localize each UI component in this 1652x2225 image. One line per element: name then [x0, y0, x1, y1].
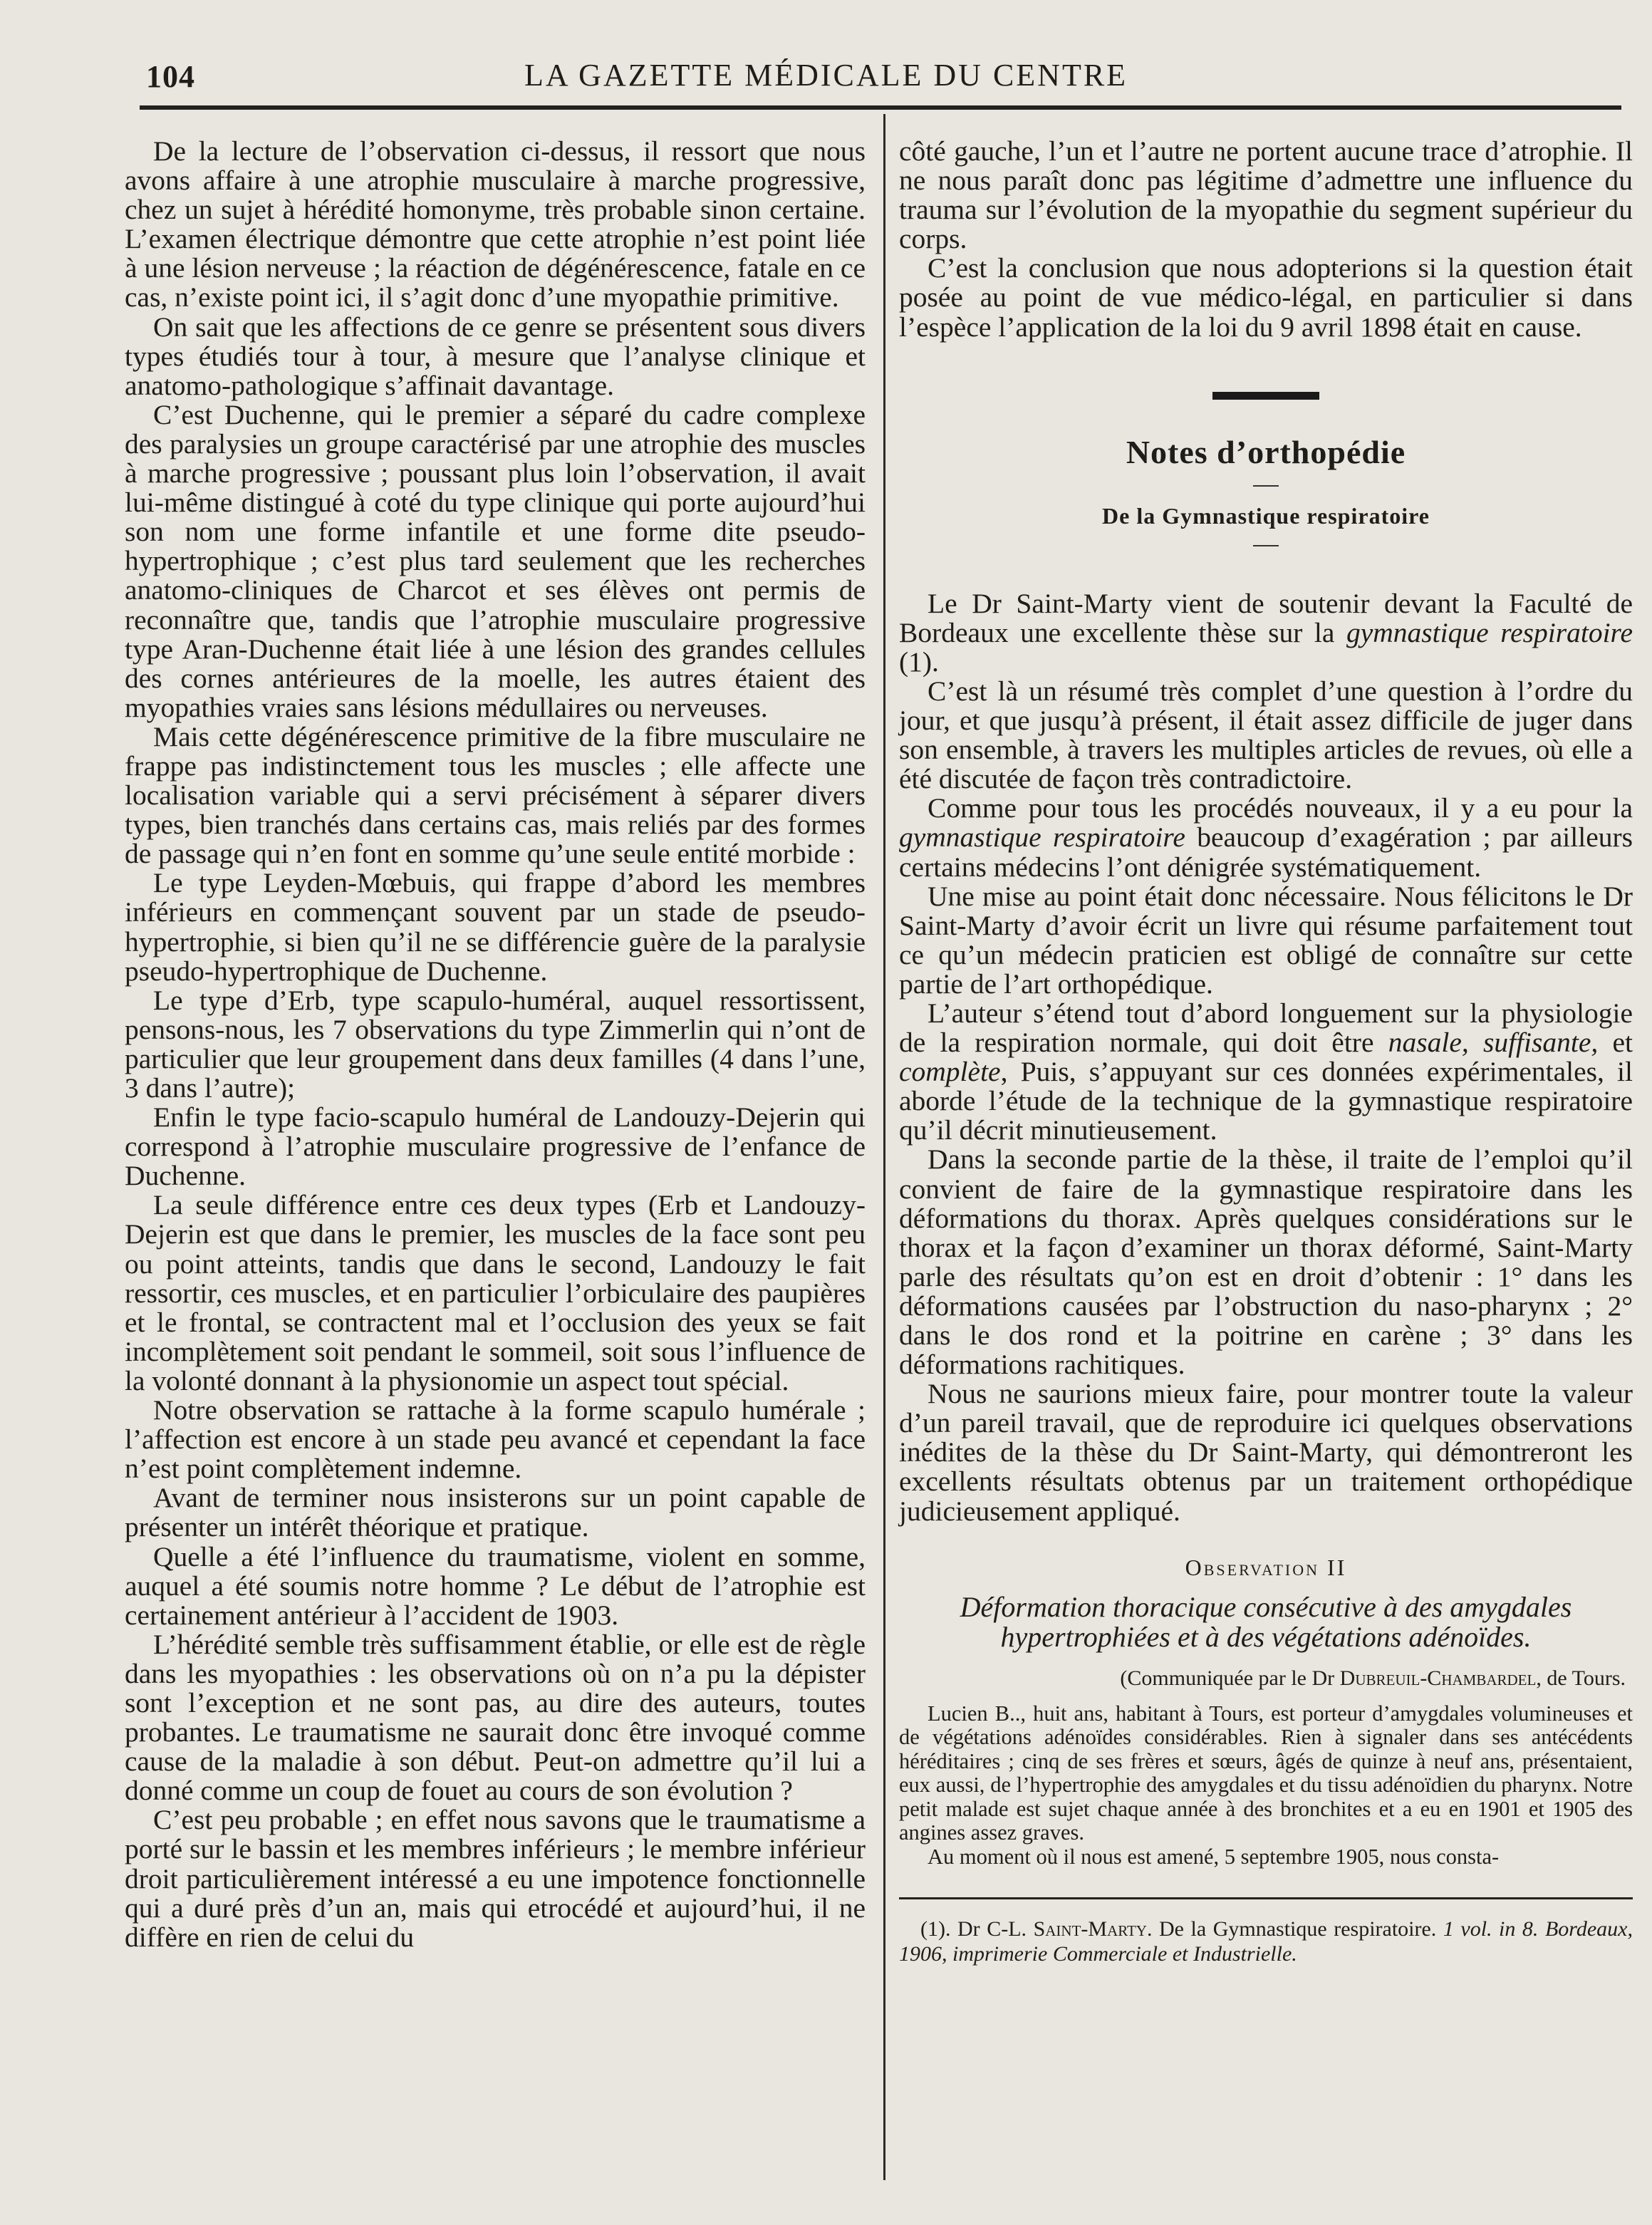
- right-paragraph: Nous ne saurions mieux faire, pour montrer toute la valeur d’un pareil travail, que de reproduire ici quelques observations inédites de la thèse du Dr Saint-Marty, qui démontreront les excellents résultats obtenus par un traitement orthopédique judicieusement appliqué.: [899, 1378, 1633, 1527]
- left-paragraph: L’hérédité semble très suffisamment établie, or elle est de règle dans les myopathies : les observations où on n’a pu la dépister sont l’exception et ne sont pas, au dire des auteurs, toutes probantes. Le traumatisme ne saurait donc être invoqué comme cause de la maladie à son début. Peut-on admettre qu’il lui a donné comme un coup de fouet au cours de son évolution ?: [125, 1628, 866, 1807]
- right-paragraph: Le Dr Saint-Marty vient de soutenir devant la Faculté de Bordeaux une excellente thèse sur la gymnastique respiratoire (1).: [899, 587, 1633, 678]
- right-paragraph: Une mise au point était donc nécessaire. Nous félicitons le Dr Saint-Marty d’avoir écrit un livre qui résume parfaitement tout ce qu’un médecin praticien est obligé de connaître sur cette partie de l’art orthopédique.: [899, 880, 1633, 1000]
- left-paragraph: Le type d’Erb, type scapulo-huméral, auquel ressortissent, pensons-nous, les 7 observations du type Zimmerlin qui n’ont de particulier que leur groupement dans deux familles (4 dans l’une, 3 dans l’autre);: [125, 984, 866, 1104]
- left-paragraph: De la lecture de l’observation ci-dessus, il ressort que nous avons affaire à une atrophie musculaire à marche progressive, chez un sujet à hérédité homonyme, très probable sinon certaine. L’examen électrique démontre que cette atrophie n’est point liée à une lésion nerveuse ; la réaction de dégénérescence, fatale en ce cas, n’existe point ici, il s’agit donc d’une myopathie primitive.: [125, 135, 866, 313]
- left-paragraph: Avant de terminer nous insisterons sur un point capable de présenter un intérêt théorique et pratique.: [125, 1482, 866, 1543]
- observation-title: Déformation thoracique consécutive à des amygdales hypertrophiées et à des végétations adénoïdes.: [960, 1590, 1572, 1653]
- column-divider: [883, 114, 885, 2180]
- observation-paragraph: Lucien B.., huit ans, habitant à Tours, est porteur d’amygdales volumineuses et de végétations adénoïdes considérables. Rien à signaler dans ses antécédents héréditaires ; cinq de ses frères et sœurs, âgés de quinze à neuf ans, présentaient, eux aussi, de l’hypertrophie des amygdales et du tissu adénoïdien du pharynx. Notre petit malade est sujet chaque année à des bronchites et a eu en 1901 et 1905 des angines assez graves.: [899, 1701, 1633, 1845]
- right-paragraph: C’est là un résumé très complet d’une question à l’ordre du jour, et que jusqu’à présent, il était assez difficile de juger dans son ensemble, à travers les multiples articles de revues, où elle a été discutée de façon très contradictoire.: [899, 675, 1633, 795]
- left-paragraph: Quelle a été l’influence du traumatisme, violent en somme, auquel a été soumis notre homme ? Le début de l’atrophie est certainement antérieur à l’accident de 1903.: [125, 1540, 866, 1631]
- left-paragraph: La seule différence entre ces deux types (Erb et Landouzy-Dejerin est que dans le premier, les muscles de la face sont peu ou point atteints, tandis que dans le second, Landouzy le fait ressortir, ces muscles, et en particulier l’orbiculaire des paupières et le frontal, se contractent mal et l’occlusion des yeux se fait incomplètement soit pendant le sommeil, soit sous l’influence de la volonté donnant à la physionomie un aspect tout spécial.: [125, 1189, 866, 1396]
- right-paragraph: L’auteur s’étend tout d’abord longuement sur la physiologie de la respiration normale, qui doit être nasale, suffisante, et complète, Puis, s’appuyant sur ces données expérimentales, il aborde l’étude de la technique de la gymnastique respiratoire qu’il décrit minutieusement.: [899, 997, 1633, 1146]
- footnote-rule: [899, 1897, 1633, 1899]
- right-paragraph: côté gauche, l’un et l’autre ne portent aucune trace d’atrophie. Il ne nous paraît donc pas légitime d’admettre une influence du trauma sur l’évolution de la myopathie du segment supérieur du corps.: [899, 135, 1633, 255]
- left-paragraph: Le type Leyden-Mœbuis, qui frappe d’abord les membres inférieurs en commençant souvent par un stade de pseudo-hypertrophie, si bien qu’il ne se différencie guère de la paralysie pseudo-hypertrophique de Duchenne.: [125, 867, 866, 987]
- title-dash: [1253, 485, 1279, 487]
- left-paragraph: On sait que les affections de ce genre se présentent sous divers types étudiés tour à tour, à mesure que l’analyse clinique et anatomo-pathologique s’affinait davantage.: [125, 311, 866, 401]
- left-paragraph: Notre observation se rattache à la forme scapulo humérale ; l’affection est encore à un stade peu avancé et cependant la face n’est point complètement indemne.: [125, 1394, 866, 1485]
- left-paragraph: C’est Duchenne, qui le premier a séparé du cadre complexe des paralysies un groupe caractérisé par une atrophie des muscles à marche progressive ; poussant plus loin l’observation, il avait lui-même distingué à coté du type clinique qui porte aujourd’hui son nom une forme infantile et une forme dite pseudo-hypertrophique ; c’est plus tard seulement que les recherches anatomo-cliniques de Charcot et ses élèves ont permis de reconnaître que, tandis que l’atrophie musculaire progressive type Aran-Duchenne était liée à une lésion des grandes cellules des cornes antérieures de la moelle, les autres étaient des myopathies vraies sans lésions médullaires ou nerveuses.: [125, 398, 866, 723]
- header-rule: [140, 105, 1621, 110]
- right-paragraph: Comme pour tous les procédés nouveaux, il y a eu pour la gymnastique respiratoire beaucoup d’exagération ; par ailleurs certains médecins l’ont dénigrée systématiquement.: [899, 792, 1633, 883]
- section-separator-rule: [1212, 392, 1319, 400]
- section-title: Notes d’orthopédie: [1126, 433, 1406, 470]
- right-paragraph: C’est la conclusion que nous adopterions si la question était posée au point de vue médico-légal, en particulier si dans l’espèce l’application de la loi du 9 avril 1898 était en cause.: [899, 252, 1633, 343]
- left-paragraph: Mais cette dégénérescence primitive de la fibre musculaire ne frappe pas indistinctement tous les muscles ; elle affecte une localisation variable qui a servi précisément à séparer divers types, bien tranchés dans certains cas, mais reliés par des formes de passage qui n’en font en somme qu’une seule entité morbide :: [125, 720, 866, 870]
- left-column: [125, 137, 866, 1952]
- left-paragraph: Enfin le type facio-scapulo huméral de Landouzy-Dejerin qui correspond à l’atrophie musculaire progressive de l’enfance de Duchenne.: [125, 1101, 866, 1192]
- observation-credit: (Communiquée par le Dr Dubreuil-Chambardel, de Tours.: [1120, 1666, 1626, 1690]
- section-subtitle: De la Gymnastique respiratoire: [1102, 502, 1430, 529]
- page-number: 104: [146, 59, 195, 94]
- observation-paragraph: Au moment où il nous est amené, 5 septembre 1905, nous consta-: [928, 1844, 1500, 1869]
- right-paragraph: Dans la seconde partie de la thèse, il traite de l’emploi qu’il convient de faire de la gymnastique respiratoire dans les déformations du thorax. Après quelques considérations sur le thorax et la façon d’examiner un thorax déformé, Saint-Marty parle des résultats qu’on est en droit d’obtenir : 1° dans les déformations causées par l’obstruction du naso-pharynx ; 2° dans le dos rond et la poitrine en carène ; 3° dans les déformations rachitiques.: [899, 1143, 1633, 1381]
- journal-title: LA GAZETTE MÉDICALE DU CENTRE: [524, 58, 1128, 93]
- right-column: [899, 137, 1633, 1966]
- left-paragraph: C’est peu probable ; en effet nous savons que le traumatisme a porté sur le bassin et les membres inférieurs ; le membre inférieur droit particulièrement intéressé a eu une impotence fonctionnelle qui a duré près d’un an, mais qui etrocédé et aujourd’hui, il ne diffère en rien de celui du: [125, 1804, 866, 1953]
- observation-heading: Observation II: [1185, 1554, 1347, 1580]
- subtitle-dash: [1253, 545, 1279, 546]
- footnote: (1). Dr C-L. Saint-Marty. De la Gymnastique respiratoire. 1 vol. in 8. Bordeaux, 1906, imprimerie Commerciale et Industrielle.: [899, 1917, 1633, 1966]
